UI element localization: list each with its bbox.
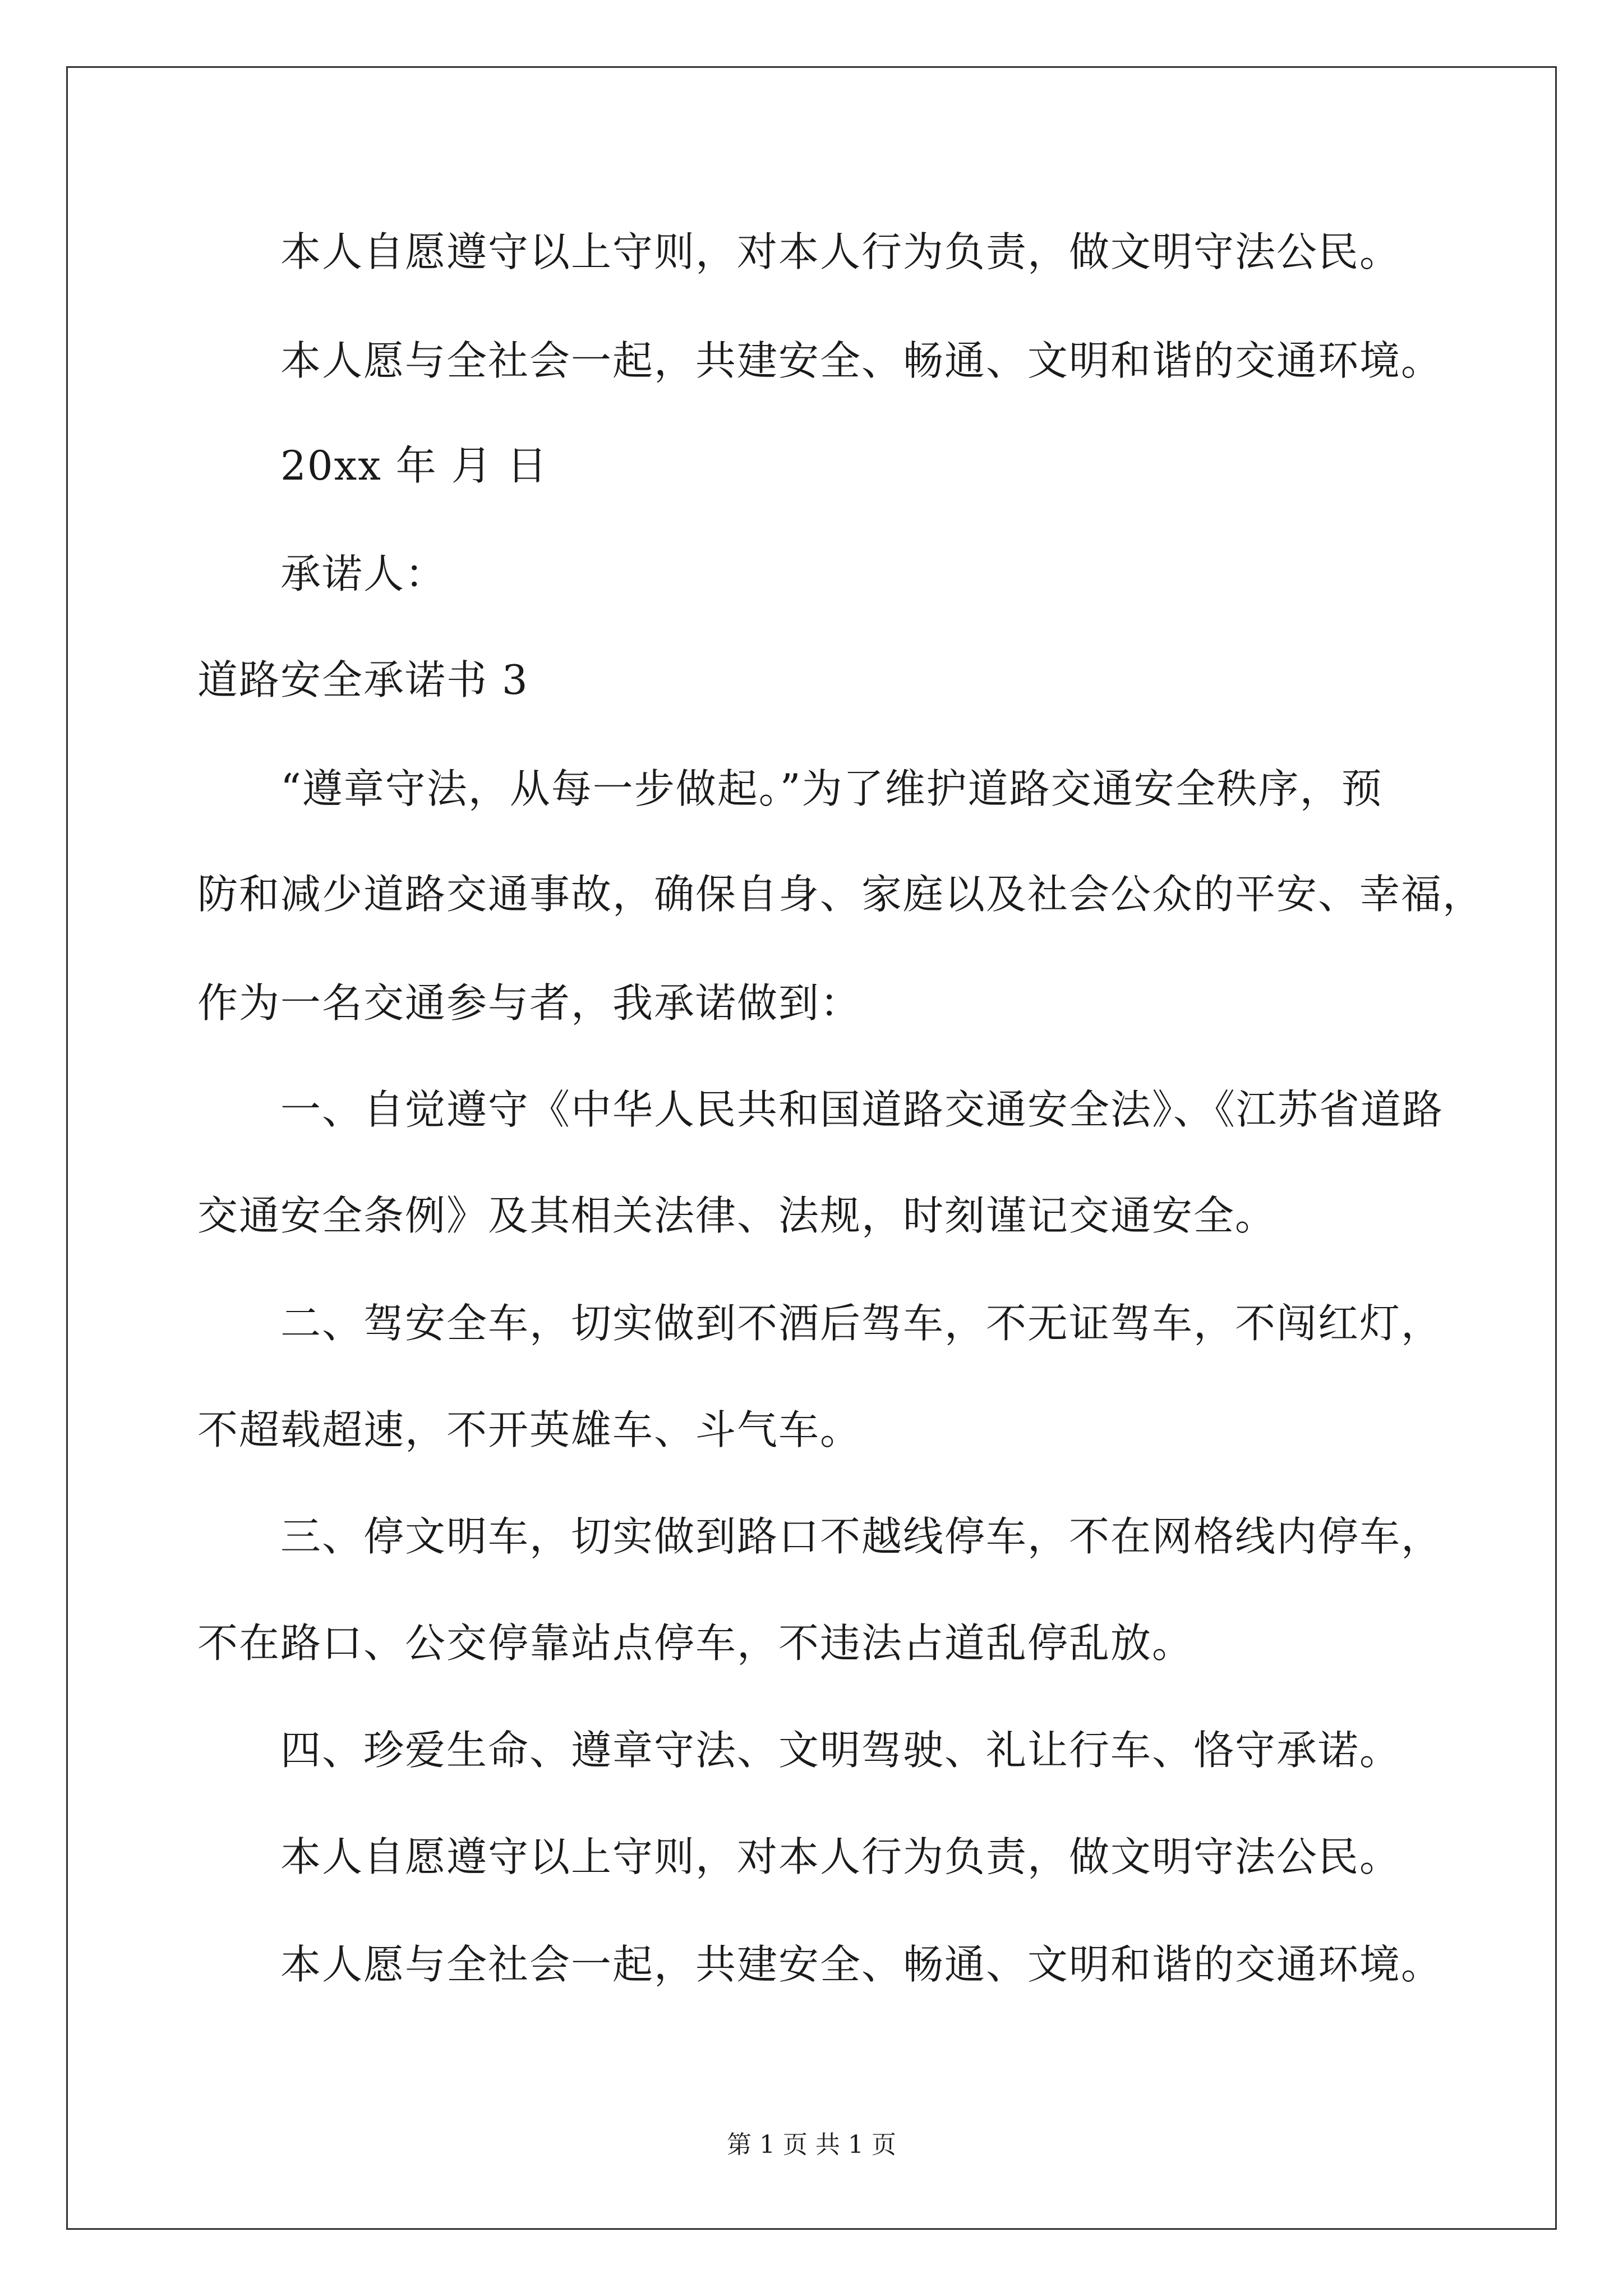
paragraph-line: “遵章守法，从每一步做起。”为了维护道路交通安全秩序，预 (280, 765, 1383, 812)
paragraph-line: 本人自愿遵守以上守则，对本人行为负责，做文明守法公民。 (280, 1833, 1401, 1880)
section-heading: 道路安全承诺书 3 (197, 656, 529, 703)
paragraph-line: 本人愿与全社会一起，共建安全、畅通、文明和谐的交通环境。 (280, 337, 1443, 384)
paragraph-line: 不超载超速，不开英雄车、斗气车。 (197, 1406, 862, 1453)
paragraph-line: 本人自愿遵守以上守则，对本人行为负责，做文明守法公民。 (280, 228, 1401, 275)
signatory-line: 承诺人： (280, 550, 447, 597)
paragraph-line: 一、自觉遵守《中华人民共和国道路交通安全法》、《江苏省道路 (280, 1086, 1444, 1133)
paragraph-line: 不在路口、公交停靠站点停车，不违法占道乱停乱放。 (197, 1619, 1194, 1667)
paragraph-line: 三、停文明车，切实做到路口不越线停车，不在网格线内停车， (280, 1513, 1443, 1560)
paragraph-line: 防和减少道路交通事故，确保自身、家庭以及社会公众的平安、幸福， (197, 871, 1484, 918)
paragraph-line: 四、珍爱生命、遵章守法、文明驾驶、礼让行车、恪守承诺。 (280, 1727, 1401, 1774)
date-line: 20xx 年 月 日 (280, 442, 548, 489)
paragraph-line: 交通安全条例》及其相关法律、法规，时刻谨记交通安全。 (197, 1192, 1277, 1239)
page-number-footer: 第 1 页 共 1 页 (727, 2131, 896, 2159)
page-border (66, 66, 1557, 2230)
paragraph-line: 本人愿与全社会一起，共建安全、畅通、文明和谐的交通环境。 (280, 1941, 1443, 1988)
paragraph-line: 作为一名交通参与者，我承诺做到： (197, 979, 862, 1027)
paragraph-line: 二、驾安全车，切实做到不酒后驾车，不无证驾车，不闯红灯， (280, 1300, 1443, 1347)
